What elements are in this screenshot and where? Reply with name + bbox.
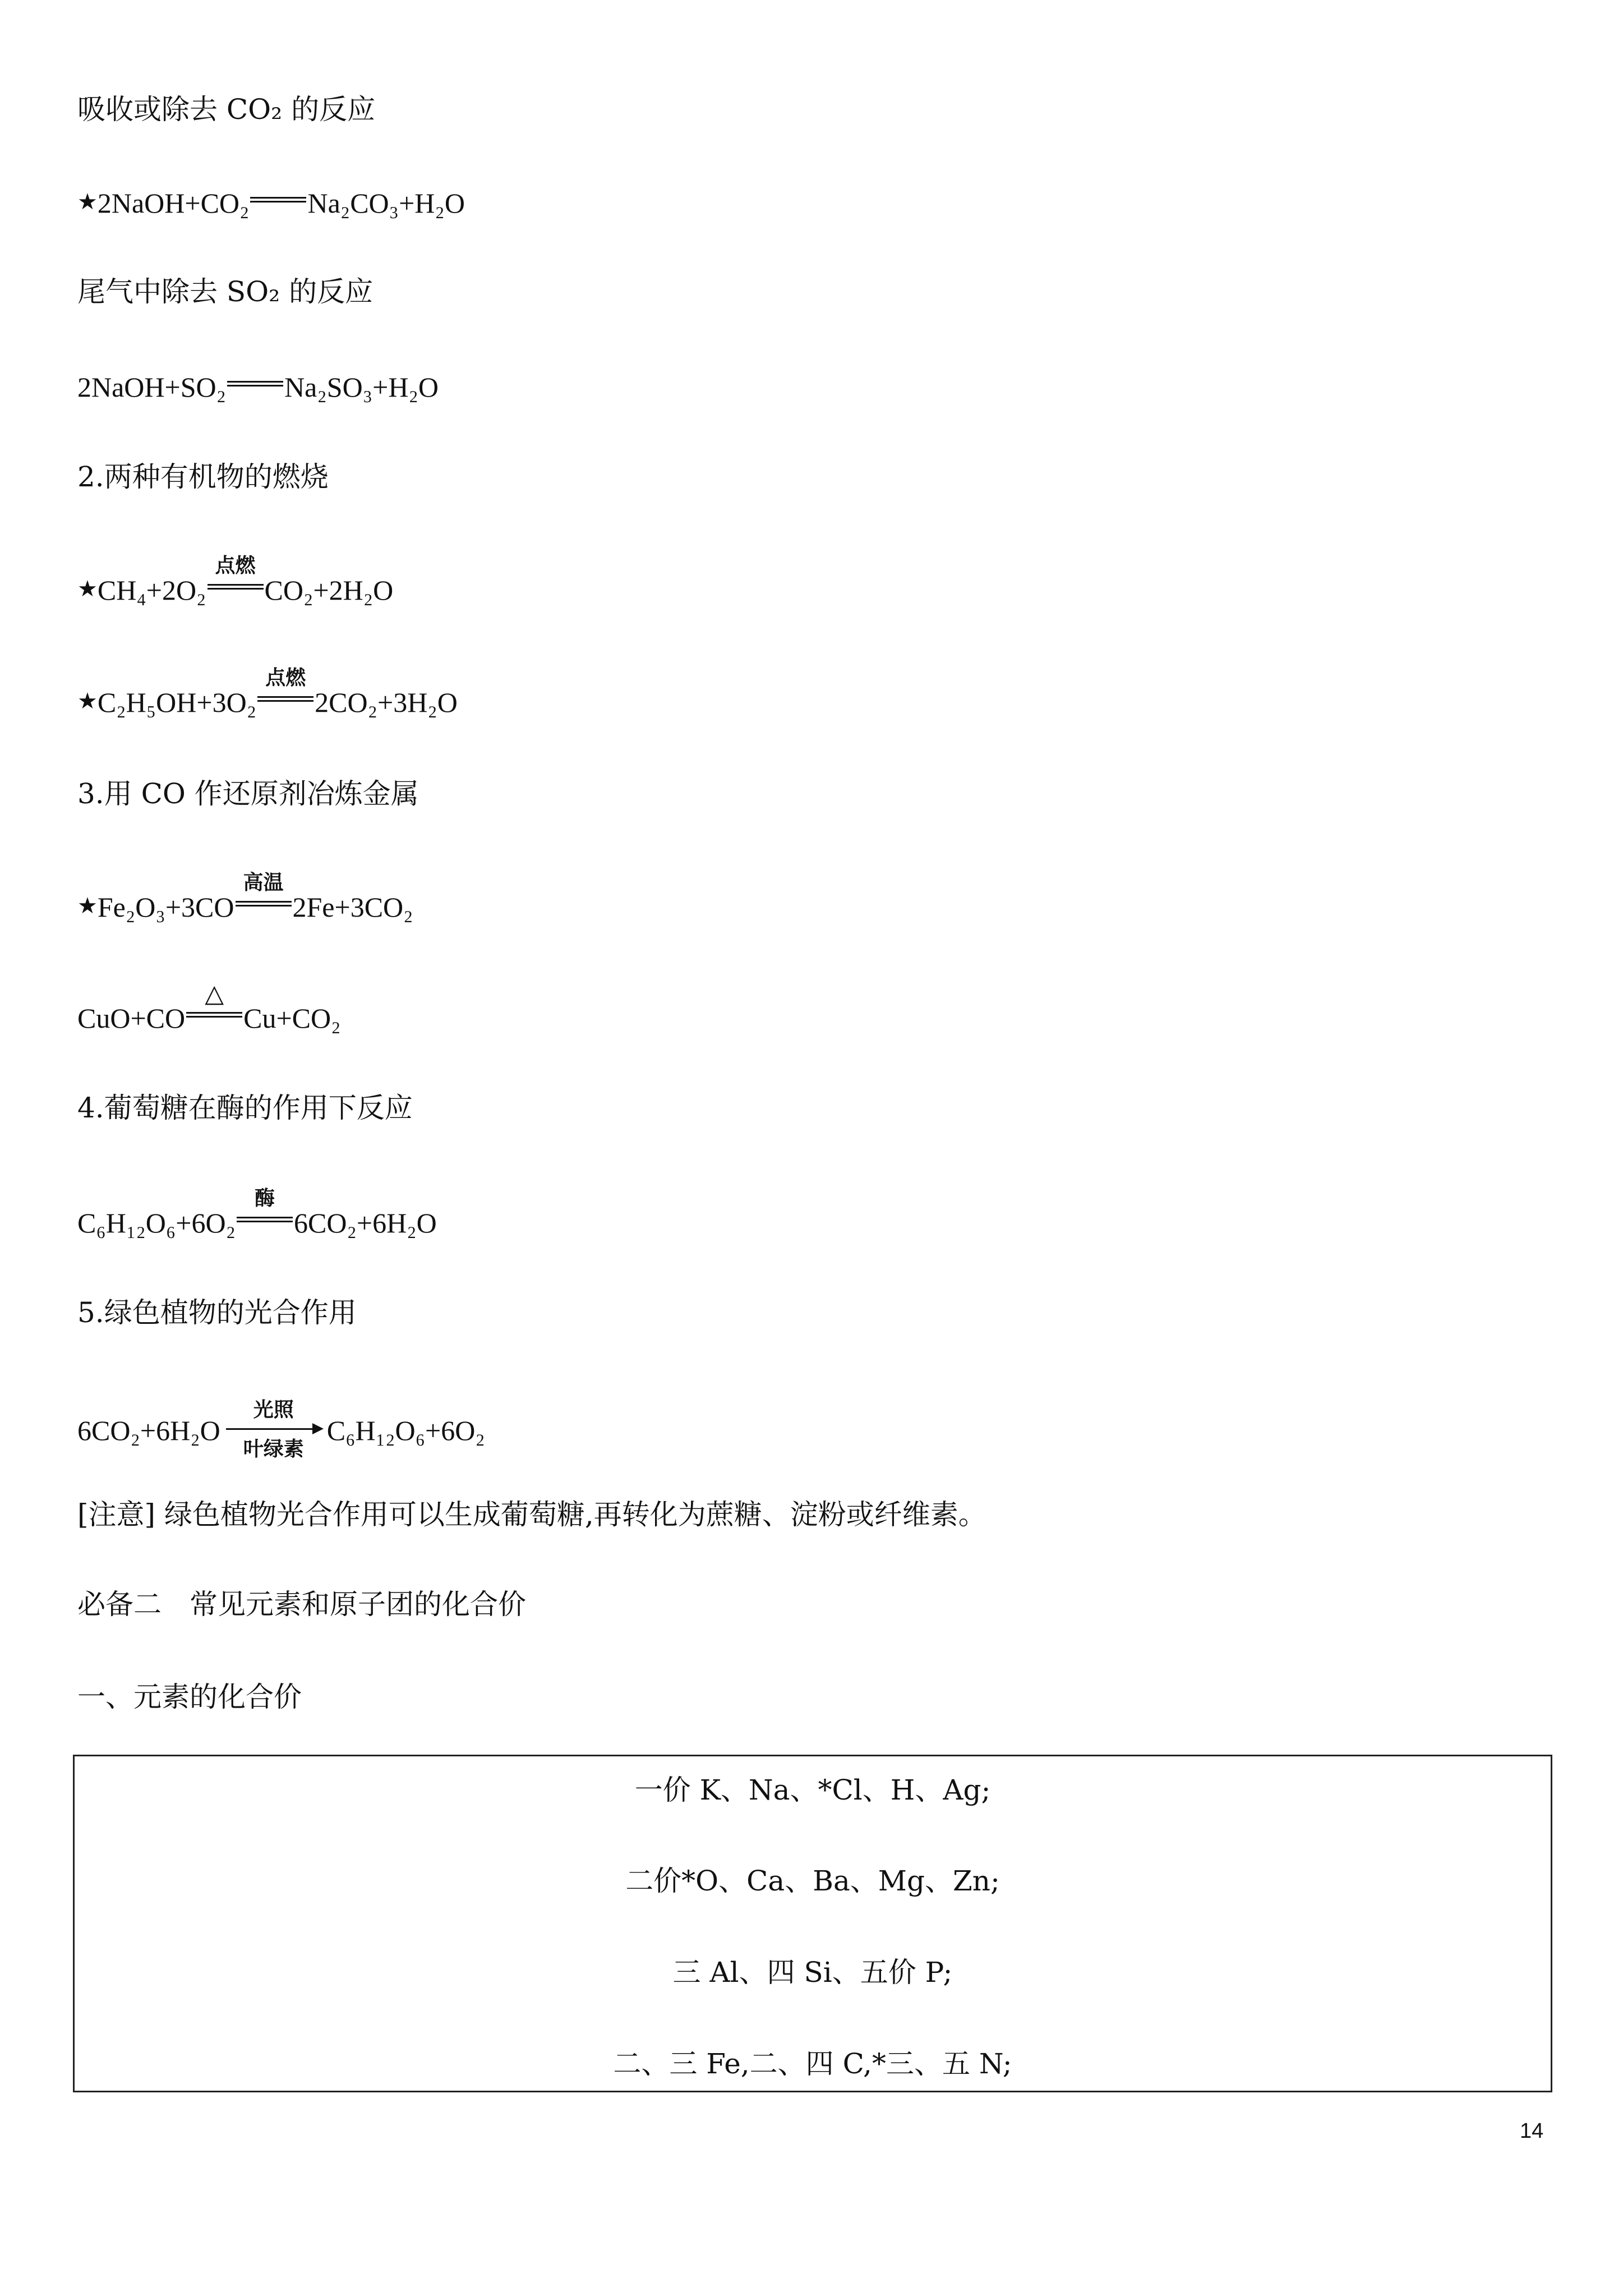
equation-photosynthesis: [77, 1398, 485, 1461]
equals-sign-with-condition: [257, 666, 313, 712]
heading-photosynthesis: 5.绿色植物的光合作用: [77, 1296, 357, 1329]
products: C₆H₁₂O₆+6O₂: [326, 1415, 485, 1446]
section-title-valence: 必备二 常见元素和原子团的化合价: [77, 1588, 526, 1621]
condition-label: 点燃: [215, 554, 256, 577]
valence-line-3: 三 Al、四 Si、五价 P;: [672, 1956, 953, 1989]
star-icon: ★: [77, 893, 98, 919]
heading-combustion: 2.两种有机物的燃烧: [77, 461, 329, 493]
heading-co-reduction: 3.用 CO 作还原剂冶炼金属: [77, 777, 419, 810]
heading-glucose-enzyme: 4.葡萄糖在酶的作用下反应: [77, 1092, 413, 1124]
note-photosynthesis: [注意] 绿色植物光合作用可以生成葡萄糖,再转化为蔗糖、淀粉或纤维素。: [77, 1498, 986, 1531]
page-number: 14: [1520, 2119, 1544, 2143]
subsection-element-valence: 一、元素的化合价: [77, 1681, 302, 1713]
reactants: CuO+CO: [77, 1002, 186, 1034]
equation-ethanol-combustion: [77, 666, 458, 719]
condition-bottom-label: 叶绿素: [243, 1438, 304, 1461]
equation-ch4-combustion: [77, 554, 394, 607]
products: 2CO₂+3H₂O: [315, 687, 458, 718]
condition-label: 点燃: [265, 666, 306, 689]
condition-label: 高温: [243, 871, 284, 894]
text-remove-so2: 尾气中除去 SO₂ 的反应: [77, 275, 374, 308]
reactants: 6CO₂+6H₂O: [77, 1415, 220, 1446]
reactants: 2NaOH+CO₂: [97, 187, 250, 219]
products: Cu+CO₂: [243, 1002, 341, 1034]
products: 2Fe+3CO₂: [292, 891, 413, 923]
valence-line-1: 一价 K、Na、*Cl、H、Ag;: [634, 1774, 991, 1806]
equation-cuo-co: [77, 979, 341, 1035]
equation-fe2o3-co: [77, 871, 413, 924]
equals-sign-with-condition: [236, 871, 292, 917]
equals-sign-with-condition: [186, 979, 242, 1028]
products: Na₂CO₃+H₂O: [307, 187, 465, 219]
heat-triangle-icon: △: [205, 979, 224, 1008]
condition-label: 酶: [255, 1187, 275, 1210]
valence-line-2: 二价*O、Ca、Ba、Mg、Zn;: [625, 1865, 1000, 1897]
star-icon: ★: [77, 688, 98, 714]
condition-top-label: 光照: [253, 1398, 294, 1421]
reaction-arrow: [226, 1398, 321, 1461]
equals-sign: [250, 197, 306, 213]
reactants: 2NaOH+SO₂: [77, 371, 227, 403]
text-absorb-co2: 吸收或除去 CO₂ 的反应: [77, 93, 376, 126]
reactants: Fe₂O₃+3CO: [97, 891, 234, 923]
equation-naoh-co2: [77, 185, 465, 220]
equation-naoh-so2: [77, 370, 439, 404]
products: Na₂SO₃+H₂O: [284, 371, 439, 403]
star-icon: ★: [77, 189, 98, 215]
reactants: CH₄+2O₂: [97, 574, 206, 606]
equals-sign: [227, 381, 283, 397]
equals-sign-with-condition: [237, 1187, 293, 1232]
reactants: C₂H₅OH+3O₂: [97, 687, 257, 718]
equals-sign-with-condition: [208, 554, 264, 600]
valence-rhyme-box: [73, 1755, 1552, 2092]
products: CO₂+2H₂O: [264, 574, 394, 606]
reactants: C₆H₁₂O₆+6O₂: [77, 1207, 236, 1239]
equation-glucose-oxidation: [77, 1187, 437, 1240]
valence-line-4: 二、三 Fe,二、四 C,*三、五 N;: [613, 2047, 1012, 2080]
products: 6CO₂+6H₂O: [294, 1207, 437, 1239]
star-icon: ★: [77, 576, 98, 602]
